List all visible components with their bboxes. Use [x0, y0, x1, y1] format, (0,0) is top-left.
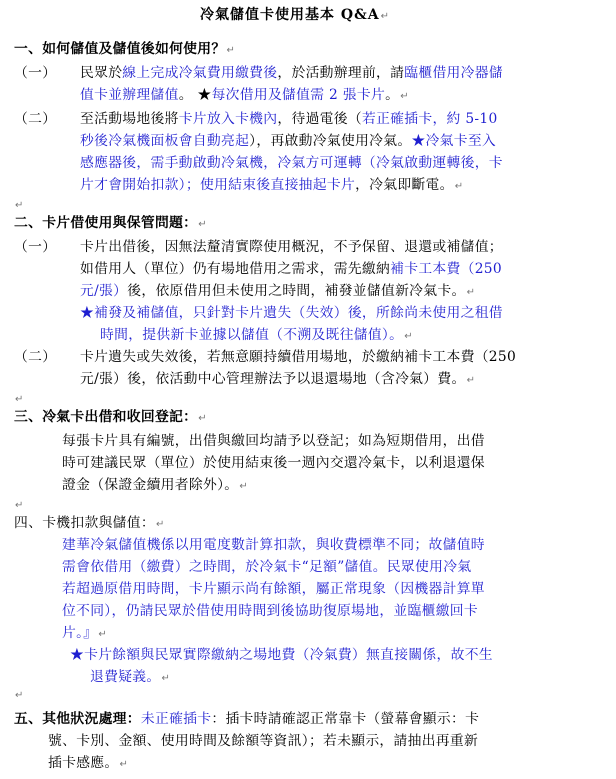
section-2-item-2-num: （二） — [14, 349, 57, 365]
paragraph-mark: ↵ — [198, 219, 207, 230]
highlight-text: 元/張） — [80, 283, 128, 299]
highlight-text: 秒後冷氣機面板會自動亮起 — [80, 133, 250, 149]
paragraph-mark: ↵ — [161, 673, 171, 684]
paragraph-mark: ↵ — [155, 519, 165, 530]
paragraph-mark: ↵ — [119, 759, 129, 770]
document-title — [200, 4, 390, 28]
paragraph-mark: ↵ — [198, 413, 207, 424]
section-2-item-2 — [80, 346, 610, 392]
highlight-text: 使用結束後直接抽起卡片 — [199, 177, 356, 193]
paragraph-mark: ↵ — [15, 500, 24, 511]
section-2-star-note — [80, 302, 610, 348]
section-1-item-2 — [80, 108, 610, 198]
section-4-body — [62, 534, 610, 646]
paragraph-mark: ↵ — [404, 331, 413, 342]
section-2-item-1-num: （一） — [14, 239, 57, 255]
highlight-text: 線上完成冷氣費用繳費後 — [122, 65, 278, 81]
text: 。 — [385, 87, 400, 103]
highlight-text: 片才會開始扣款）； — [80, 177, 200, 193]
paragraph-mark: ↵ — [380, 11, 390, 22]
text: 至活動場地後將 — [80, 111, 179, 127]
highlight-text: 若正確插卡，約 5-10 — [361, 111, 498, 127]
paragraph-mark: ↵ — [466, 375, 476, 386]
highlight-text: 值卡並辦理儲值 — [80, 87, 179, 103]
star-note-text: 時間，提供新卡並據以儲值（不溯及既往儲值）。 — [100, 327, 404, 343]
paragraph-mark: ↵ — [466, 287, 476, 298]
star-note-mark: 。 ★ — [178, 87, 212, 103]
highlight-text: 卡片放入卡機內 — [178, 111, 278, 127]
paragraph-mark: ↵ — [226, 45, 236, 56]
text: 後，依原借用但未使用之時間，補發並儲值新冷氣卡。 — [127, 283, 466, 299]
text: 時可建議民眾（單位）於使用結束後一週內交還冷氣卡，以利退還保 — [62, 455, 485, 471]
highlight-text: 未正確插卡 — [140, 711, 212, 727]
star-note-text: 退費疑義。 — [90, 669, 161, 685]
text: ：插卡時請確認正常靠卡（螢幕會顯示：卡 — [211, 711, 480, 727]
highlight-text: 需會依借用（繳費）之時間，於冷氣卡“足額”儲值。民眾使用冷氣 — [62, 559, 472, 575]
text: ，於活動辦理前，請 — [277, 65, 405, 81]
paragraph-mark: ↵ — [15, 200, 24, 211]
highlight-text: 若超過原借用時間，卡片顯示尚有餘額，屬正常現象（因機器計算單 — [62, 581, 485, 597]
text: 元/張）後，依活動中心管理辦法予以退還場地（含冷氣）費。 — [80, 371, 466, 387]
highlight-text: 每次借用及儲值需 2 張卡片 — [211, 87, 386, 103]
section-3-heading — [14, 406, 207, 430]
section-1-item-1-num: （一） — [14, 65, 57, 81]
text: ，冷氣即斷電。 — [355, 177, 454, 193]
section-5-heading-text: 五、其他狀況處理： — [14, 711, 141, 727]
text: ，待過電後（ — [277, 111, 362, 127]
text: 證金（保證金續用者除外）。 — [62, 477, 239, 493]
highlight-text: 位不同），仍請民眾於借使用時間到後協助復原場地，並臨櫃繳回卡 — [62, 603, 479, 619]
paragraph-mark: ↵ — [400, 91, 409, 102]
section-4-star-note — [70, 644, 610, 690]
paragraph-mark: ↵ — [15, 394, 24, 405]
section-2-heading-text: 二、卡片借使用與保管問題： — [14, 215, 198, 231]
paragraph-mark: ↵ — [454, 181, 464, 192]
highlight-text: 補卡工本費（250 — [390, 261, 502, 277]
text: 民眾於 — [80, 65, 123, 81]
highlight-text: 建華冷氣儲值機係以用電度數計算扣款，與收費標準不同；故儲值時 — [62, 537, 485, 553]
section-4-heading-text: 四、卡機扣款與儲值： — [14, 515, 155, 531]
section-2-heading — [14, 212, 207, 236]
text: 插卡感應。 — [48, 755, 119, 771]
section-3-heading-text: 三、冷氣卡出借和收回登記： — [14, 409, 198, 425]
section-1-item-2-num: （二） — [14, 111, 57, 127]
section-5 — [14, 708, 610, 776]
section-2-item-1 — [80, 236, 610, 304]
text: 號、卡別、金額、使用時間及餘額等資訊）；若未顯示，請抽出再重新 — [48, 733, 479, 749]
text: 每張卡片具有編號，出借與繳回均請予以登記；如為短期借用，出借 — [62, 433, 485, 449]
text: ），再啟動冷氣使用冷氣。 — [249, 133, 412, 149]
star-note-text: ★卡片餘額與民眾實際繳納之場地費（冷氣費）無直接關係，故不生 — [70, 647, 493, 663]
section-3-body — [62, 430, 610, 498]
paragraph-mark: ↵ — [15, 690, 24, 701]
star-note-text: ★補發及補儲值，只針對卡片遺失（失效）後，所餘尚未使用之租借 — [80, 305, 503, 321]
paragraph-mark: ↵ — [239, 481, 249, 492]
highlight-text: 片。』 — [62, 625, 98, 641]
text: 卡片遺失或失效後，若無意願持續借用場地，於繳納補卡工本費（250 — [80, 349, 517, 365]
text: 如借用人（單位）仍有場地借用之需求，需先繳納 — [80, 261, 391, 277]
highlight-text: 臨櫃借用冷器儲 — [404, 65, 503, 81]
section-1-item-1 — [80, 62, 610, 108]
highlight-text: 感應器後，需手動啟動冷氣機，冷氣方可運轉（冷氣啟動運轉後，卡 — [80, 155, 503, 171]
paragraph-mark: ↵ — [98, 629, 108, 640]
text: 卡片出借後，因無法釐清實際使用概況，不予保留、退還或補儲值； — [80, 239, 503, 255]
section-4-heading — [14, 512, 165, 536]
section-1-heading-text: 一、如何儲值及儲值後如何使用？ — [14, 41, 226, 57]
highlight-text: ★冷氣卡至入 — [411, 133, 497, 149]
title-text: 冷氣儲值卡使用基本 Q&A — [200, 7, 380, 23]
section-1-heading — [14, 38, 235, 62]
